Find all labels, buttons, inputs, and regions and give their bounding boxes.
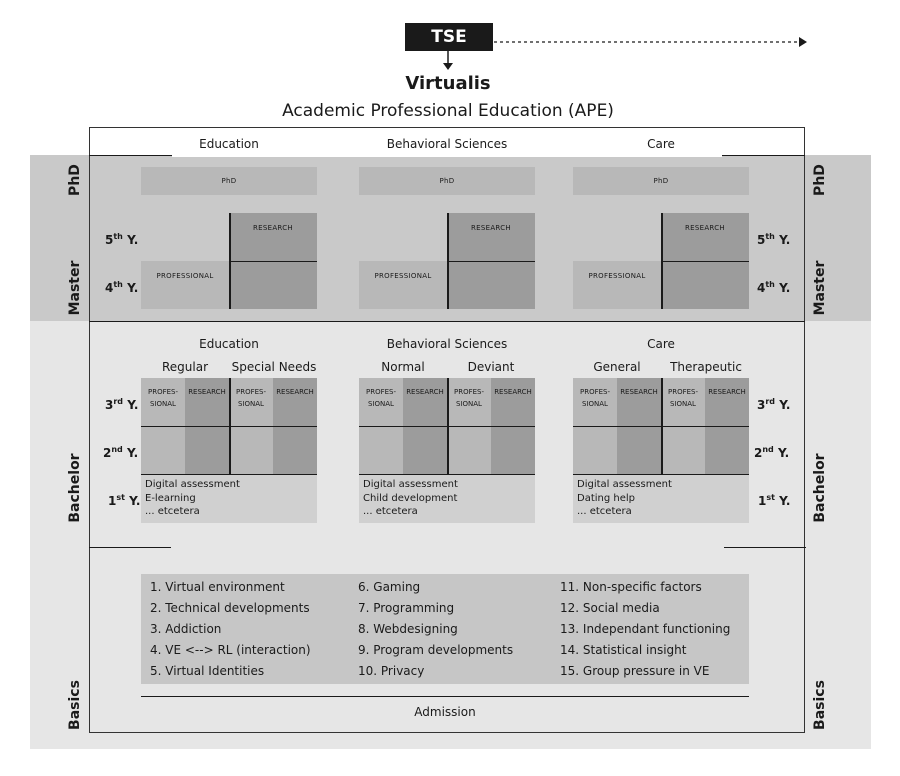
frame-gap-top bbox=[172, 154, 722, 157]
professional-label: PROFESSIONAL bbox=[374, 272, 432, 280]
research-label: RESEARCH bbox=[188, 388, 226, 396]
professional-block bbox=[573, 261, 661, 309]
subject-item: Digital assessment bbox=[577, 479, 672, 490]
diagram-title: Virtualis bbox=[405, 73, 491, 94]
divider bbox=[661, 261, 749, 262]
divider bbox=[229, 378, 231, 474]
year-1-subjects bbox=[141, 475, 317, 523]
year-3-right: 3rd Y. bbox=[757, 397, 791, 412]
basics-item: 4. VE <--> RL (interaction) bbox=[150, 643, 311, 657]
divider bbox=[447, 261, 535, 262]
professional-label: PROFES- SIONAL bbox=[235, 388, 266, 408]
track-label: Special Needs bbox=[231, 360, 317, 374]
year-4-left: 4th Y. bbox=[105, 280, 139, 295]
separator-master-bachelor bbox=[89, 321, 805, 322]
year-1-subjects bbox=[359, 475, 535, 523]
basics-item: 15. Group pressure in VE bbox=[560, 664, 710, 678]
basics-item: 7. Programming bbox=[358, 601, 455, 615]
subject-item: Child development bbox=[363, 492, 458, 504]
research-label: RESEARCH bbox=[276, 388, 314, 396]
down-arrow-head bbox=[443, 63, 453, 70]
master-label-right: Master bbox=[812, 260, 828, 316]
basics-item: 9. Program developments bbox=[358, 643, 514, 657]
track-label: Therapeutic bbox=[670, 360, 742, 374]
research-label: RESEARCH bbox=[494, 388, 532, 396]
bachelor-column-title: Education bbox=[199, 337, 259, 351]
master-column-title: Behavioral Sciences bbox=[386, 137, 508, 151]
separator-bachelor-basics-right bbox=[724, 547, 806, 548]
basics-label-right: Basics bbox=[812, 680, 828, 730]
year-2-right: 2nd Y. bbox=[754, 445, 790, 460]
basics-item: 2. Technical developments bbox=[150, 601, 310, 615]
basics-item: 11. Non-specific factors bbox=[560, 580, 702, 594]
research-label: RESEARCH bbox=[708, 388, 746, 396]
phd-label-left: PhD bbox=[67, 164, 83, 196]
admission-line bbox=[141, 696, 749, 697]
subject-item: Dating help bbox=[577, 492, 636, 504]
research-label: RESEARCH bbox=[620, 388, 658, 396]
phd-box: PhD bbox=[573, 167, 749, 195]
dotted-arrow-head bbox=[799, 37, 807, 47]
professional-label: PROFES- SIONAL bbox=[453, 388, 484, 408]
subject-item: E-learning bbox=[145, 492, 196, 504]
basics-item: 10. Privacy bbox=[358, 664, 425, 678]
basics-item: 14. Statistical insight bbox=[560, 643, 687, 657]
basics-item: 5. Virtual Identities bbox=[150, 664, 265, 678]
track-label: Regular bbox=[161, 360, 209, 374]
professional-label: PROFES- SIONAL bbox=[579, 388, 610, 408]
year-1-subjects bbox=[573, 475, 749, 523]
phd-box: PhD bbox=[141, 167, 317, 195]
basics-column-3 bbox=[560, 580, 730, 685]
phd-label-right: PhD bbox=[812, 164, 828, 196]
bachelor-column-title: Care bbox=[647, 337, 675, 351]
basics-item: 1. Virtual environment bbox=[150, 580, 285, 594]
master-column-title: Care bbox=[647, 137, 675, 151]
tse-arrows bbox=[440, 30, 820, 72]
basics-item: 12. Social media bbox=[560, 601, 660, 615]
basics-item: 3. Addiction bbox=[150, 622, 222, 636]
bachelor-column-title: Behavioral Sciences bbox=[386, 337, 508, 351]
year-1-left: 1st Y. bbox=[108, 493, 141, 508]
basics-item: 8. Webdesigning bbox=[358, 622, 458, 636]
research-label: RESEARCH bbox=[684, 224, 725, 232]
year-5-left: 5th Y. bbox=[105, 232, 139, 247]
research-label: RESEARCH bbox=[406, 388, 444, 396]
professional-block bbox=[141, 261, 229, 309]
bachelor-label-left: Bachelor bbox=[67, 453, 83, 523]
divider bbox=[229, 261, 317, 262]
subject-item: Digital assessment bbox=[363, 479, 458, 490]
bachelor-label-right: Bachelor bbox=[812, 453, 828, 523]
track-label: Deviant bbox=[467, 360, 515, 374]
track-label: Normal bbox=[381, 360, 425, 374]
phd-box: PhD bbox=[359, 167, 535, 195]
year-3-left: 3rd Y. bbox=[105, 397, 139, 412]
subject-item: ... etcetera bbox=[363, 506, 418, 517]
year-1-right: 1st Y. bbox=[758, 493, 791, 508]
divider bbox=[661, 378, 663, 474]
professional-block bbox=[359, 261, 447, 309]
diagram-subtitle: Academic Professional Education (APE) bbox=[282, 101, 614, 121]
professional-label: PROFES- SIONAL bbox=[147, 388, 178, 408]
subject-item: Digital assessment bbox=[145, 479, 240, 490]
professional-label: PROFESSIONAL bbox=[156, 272, 214, 280]
subject-item: ... etcetera bbox=[145, 506, 200, 517]
basics-item: 6. Gaming bbox=[358, 580, 421, 594]
basics-item: 13. Independant functioning bbox=[560, 622, 731, 636]
year-5-right: 5th Y. bbox=[757, 232, 791, 247]
track-label: General bbox=[593, 360, 641, 374]
professional-label: PROFES- SIONAL bbox=[365, 388, 396, 408]
research-label: RESEARCH bbox=[252, 224, 293, 232]
basics-column-1 bbox=[150, 580, 311, 685]
year-4-right: 4th Y. bbox=[757, 280, 791, 295]
master-label-left: Master bbox=[67, 260, 83, 316]
separator-bachelor-basics-left bbox=[89, 547, 171, 548]
admission-label: Admission bbox=[414, 705, 476, 719]
tse-label: TSE bbox=[431, 27, 467, 47]
master-column-title: Education bbox=[199, 137, 259, 151]
professional-label: PROFESSIONAL bbox=[588, 272, 646, 280]
subject-item: ... etcetera bbox=[577, 506, 632, 517]
year-2-left: 2nd Y. bbox=[103, 445, 139, 460]
basics-label-left: Basics bbox=[67, 680, 83, 730]
divider bbox=[447, 378, 449, 474]
basics-column-2 bbox=[358, 580, 513, 685]
professional-label: PROFES- SIONAL bbox=[667, 388, 698, 408]
research-label: RESEARCH bbox=[470, 224, 511, 232]
